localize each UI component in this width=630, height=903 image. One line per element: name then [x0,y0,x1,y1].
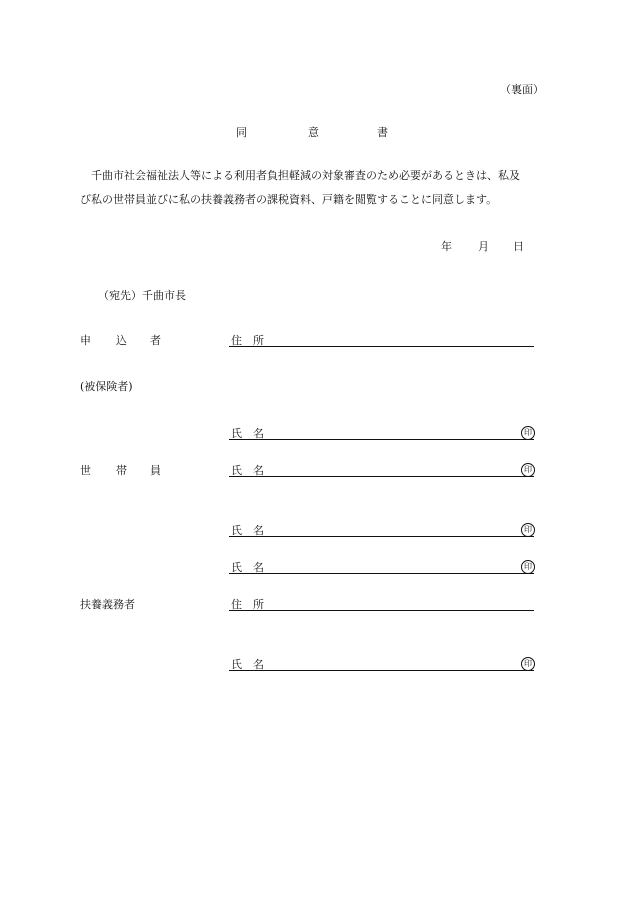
applicant-address-label: 住 所 [231,334,264,347]
supporter-label: 扶養義務者 [80,598,135,611]
seal-icon: 印 [521,523,535,537]
household-name-label-2: 氏 名 [231,524,264,537]
supporter-name-line[interactable] [229,670,534,671]
seal-icon: 印 [521,560,535,574]
applicant-char-2: 込 [116,334,127,347]
seal-icon: 印 [521,657,535,671]
applicant-char-1: 申 [80,334,91,347]
household-char-3: 員 [150,464,161,477]
household-char-1: 世 [80,464,91,477]
applicant-name-line[interactable] [229,439,534,440]
title-char-1: 同 [236,126,247,139]
insured-person-label: (被保険者) [80,380,133,393]
addressee: （宛先）千曲市長 [98,289,186,302]
date-year-label: 年 [441,240,452,253]
consent-text-line-1: 千曲市社会福祉法人等による利用者負担軽減の対象審査のため必要があるときは、私及 [80,169,520,182]
applicant-char-3: 者 [150,334,161,347]
applicant-name-label: 氏 名 [231,427,264,440]
household-name-line-3[interactable] [229,573,534,574]
title-char-2: 意 [308,126,319,139]
seal-icon: 印 [521,426,535,440]
supporter-address-label: 住 所 [231,598,264,611]
consent-text [80,164,550,212]
consent-text-line-2: び私の世帯員並びに私の扶養義務者の課税資料、戸籍を閲覧することに同意します。 [80,193,498,206]
applicant-address-line[interactable] [229,346,534,347]
household-char-2: 帯 [116,464,127,477]
household-name-label-1: 氏 名 [231,464,264,477]
supporter-address-line[interactable] [229,610,534,611]
household-name-label-3: 氏 名 [231,561,264,574]
title-char-3: 書 [377,126,388,139]
household-name-line-1[interactable] [229,476,534,477]
date-day-label: 日 [513,240,524,253]
household-name-line-2[interactable] [229,536,534,537]
date-month-label: 月 [478,240,489,253]
back-side-label: （裏面） [500,83,544,96]
supporter-name-label: 氏 名 [231,658,264,671]
seal-icon: 印 [521,463,535,477]
